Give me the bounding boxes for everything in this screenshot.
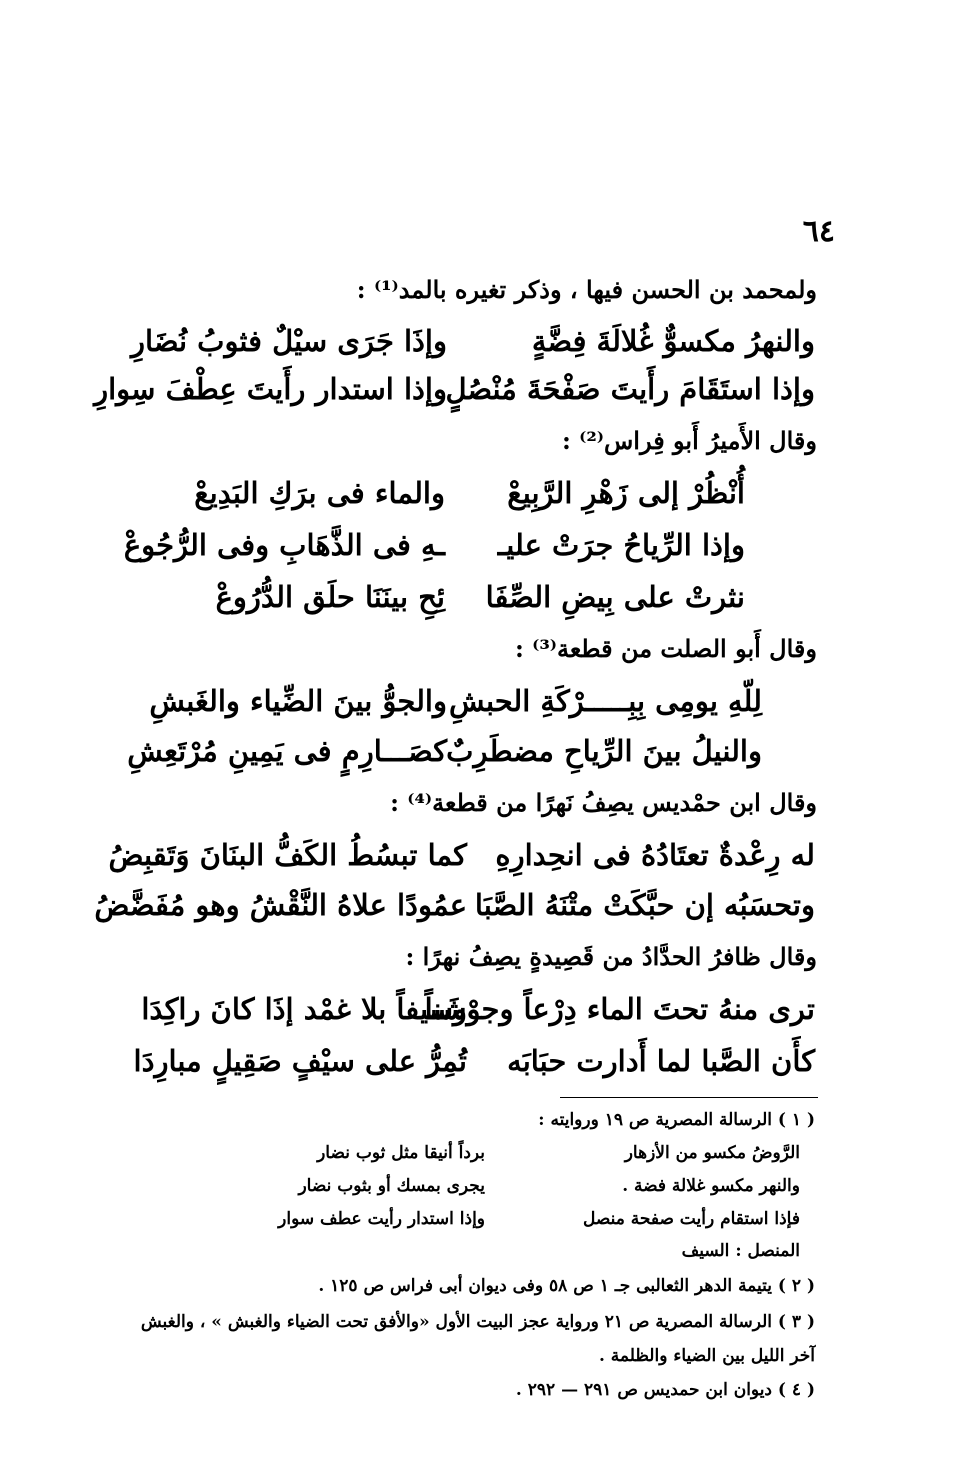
verse-left-hemistich: وإذَا جَرَى سيْلٌ فثوبُ نُضَارِ: [130, 324, 447, 358]
verse-right-hemistich: ترى منهُ تحتَ الماء دِرْعاً وجوْشَناً: [424, 992, 815, 1026]
verse-right-hemistich: له رِعْدةٌ تعتَادُهُ فى انحِدارِهِ: [495, 838, 815, 872]
verse-left-hemistich: عمُودًا علاهُ النَّقْشُ وهو مُفَضَّضُ: [94, 888, 467, 922]
intro-line: وقال ابن حمْديس يصِفُ نَهرًا من قطعة⁽⁴⁾ :: [390, 788, 817, 817]
verse-left-hemistich: وسيفاً بلا غمْد إذَا كانَ راكِدَا: [141, 992, 467, 1026]
footnote-1-verse-right: فإذا استقام رأيت صفحة منصل: [582, 1209, 800, 1229]
footnote-1-verse-right: الرَّوضُ مكسو من الأزهار: [624, 1143, 800, 1163]
footnote-3-line-2: آخر الليل بين الضياء والظلمة .: [598, 1346, 815, 1366]
verse-left-hemistich: كصَـــارِمٍ فى يَمِينِ مُرْتَعِشِ: [127, 734, 447, 768]
verse-left-hemistich: وإذا استدار رأَيتَ عِطْفَ سِوارِ: [94, 372, 447, 406]
intro-line: وقال الأَميرُ أَبو فِراس⁽²⁾ :: [561, 426, 817, 455]
verse-right-hemistich: والنيلُ بينَ الرِّياحِ مضطَرِبٌ: [446, 734, 762, 768]
verse-right-hemistich: كأَن الصَّبا لما أَدارت حبَابَه: [507, 1044, 815, 1078]
footnote-1-verse-left: يجرى بمسك أو بثوب نضار: [298, 1176, 485, 1196]
verse-right-hemistich: أُنْظُرْ إلى زَهْرِ الرَّبِيعْ: [507, 476, 745, 510]
verse-right-hemistich: وإذا استَقَامَ رأَيتَ صَفْحَةَ مُنْصُلٍ: [445, 372, 815, 406]
intro-line: وقال ظافرُ الحدَّادُ من قَصِيدةٍ يصِفُ نهرًا :: [405, 942, 817, 971]
verse-right-hemistich: وإذا الرِّياحُ جرَتْ عليـ: [497, 528, 745, 562]
verse-left-hemistich: والجوُّ بينَ الضِّياء والغَبشِ: [149, 684, 447, 718]
footnote-1-verse-right: والنهر مكسو غلالة فضة .: [622, 1176, 800, 1196]
intro-line: وقال أَبو الصلت من قطعة⁽³⁾ :: [514, 634, 817, 663]
footnote-4: ( ٤ ) ديوان ابن حمديس ص ٢٩١ — ٢٩٢ .: [515, 1380, 815, 1400]
footnote-1-intro: ( ١ ) الرسالة المصرية ص ١٩ وروايته :: [538, 1110, 815, 1130]
verse-left-hemistich: والماء فى برَكِ البَدِيعْ: [194, 476, 445, 510]
verse-right-hemistich: لِلّهِ يومِى بِبِـــــرْكَةِ الحبشِ: [448, 684, 762, 718]
footnote-1-gloss: المنصل : السيف: [681, 1241, 800, 1261]
footnote-1-verse-left: برداً أنيقا مثل ثوب نضار: [317, 1143, 485, 1163]
page-number: ٦٤: [802, 214, 835, 249]
verse-right-hemistich: وتحسَبُه إن حبَّكَتْ متْنَهُ الصَّبَا: [474, 888, 815, 922]
footnote-2: ( ٢ ) يتيمة الدهر الثعالبى جـ ١ ص ٥٨ وفى ديوان أبى فراس ص ١٢٥ .: [318, 1276, 815, 1296]
verse-left-hemistich: كما تبسُطُ الكَفُّ البنَانَ وَتَقبِضُ: [108, 838, 467, 872]
verse-right-hemistich: نثرتْ على بِيضِ الصِّفَا: [485, 580, 745, 614]
verse-left-hemistich: ـهِ فى الذَّهَابِ وفى الرُّجُوعْ: [123, 528, 445, 562]
footnote-3-line-1: ( ٣ ) الرسالة المصرية ص ٢١ ورواية عجز البيت الأول «والأفق تحت الضياء والغبش » ، والغبش: [140, 1312, 815, 1332]
verse-left-hemistich: تُمِرُّ على سيْفٍ صَقِيلٍ مبارِدَا: [133, 1044, 467, 1078]
verse-left-hemistich: ئِحِ بينَنَا حلَق الدُّرُوعْ: [215, 580, 445, 614]
verse-right-hemistich: والنهرُ مكسوٌّ غُلالَةَ فِضَّةٍ: [531, 324, 815, 358]
intro-line: ولمحمد بن الحسن فيها ، وذكر تغيره بالمد⁽¹⁾ :: [356, 275, 817, 304]
footnote-1-verse-left: وإذا استدار رأيت عطف سوار: [278, 1209, 485, 1229]
footnote-separator: [560, 1097, 818, 1098]
